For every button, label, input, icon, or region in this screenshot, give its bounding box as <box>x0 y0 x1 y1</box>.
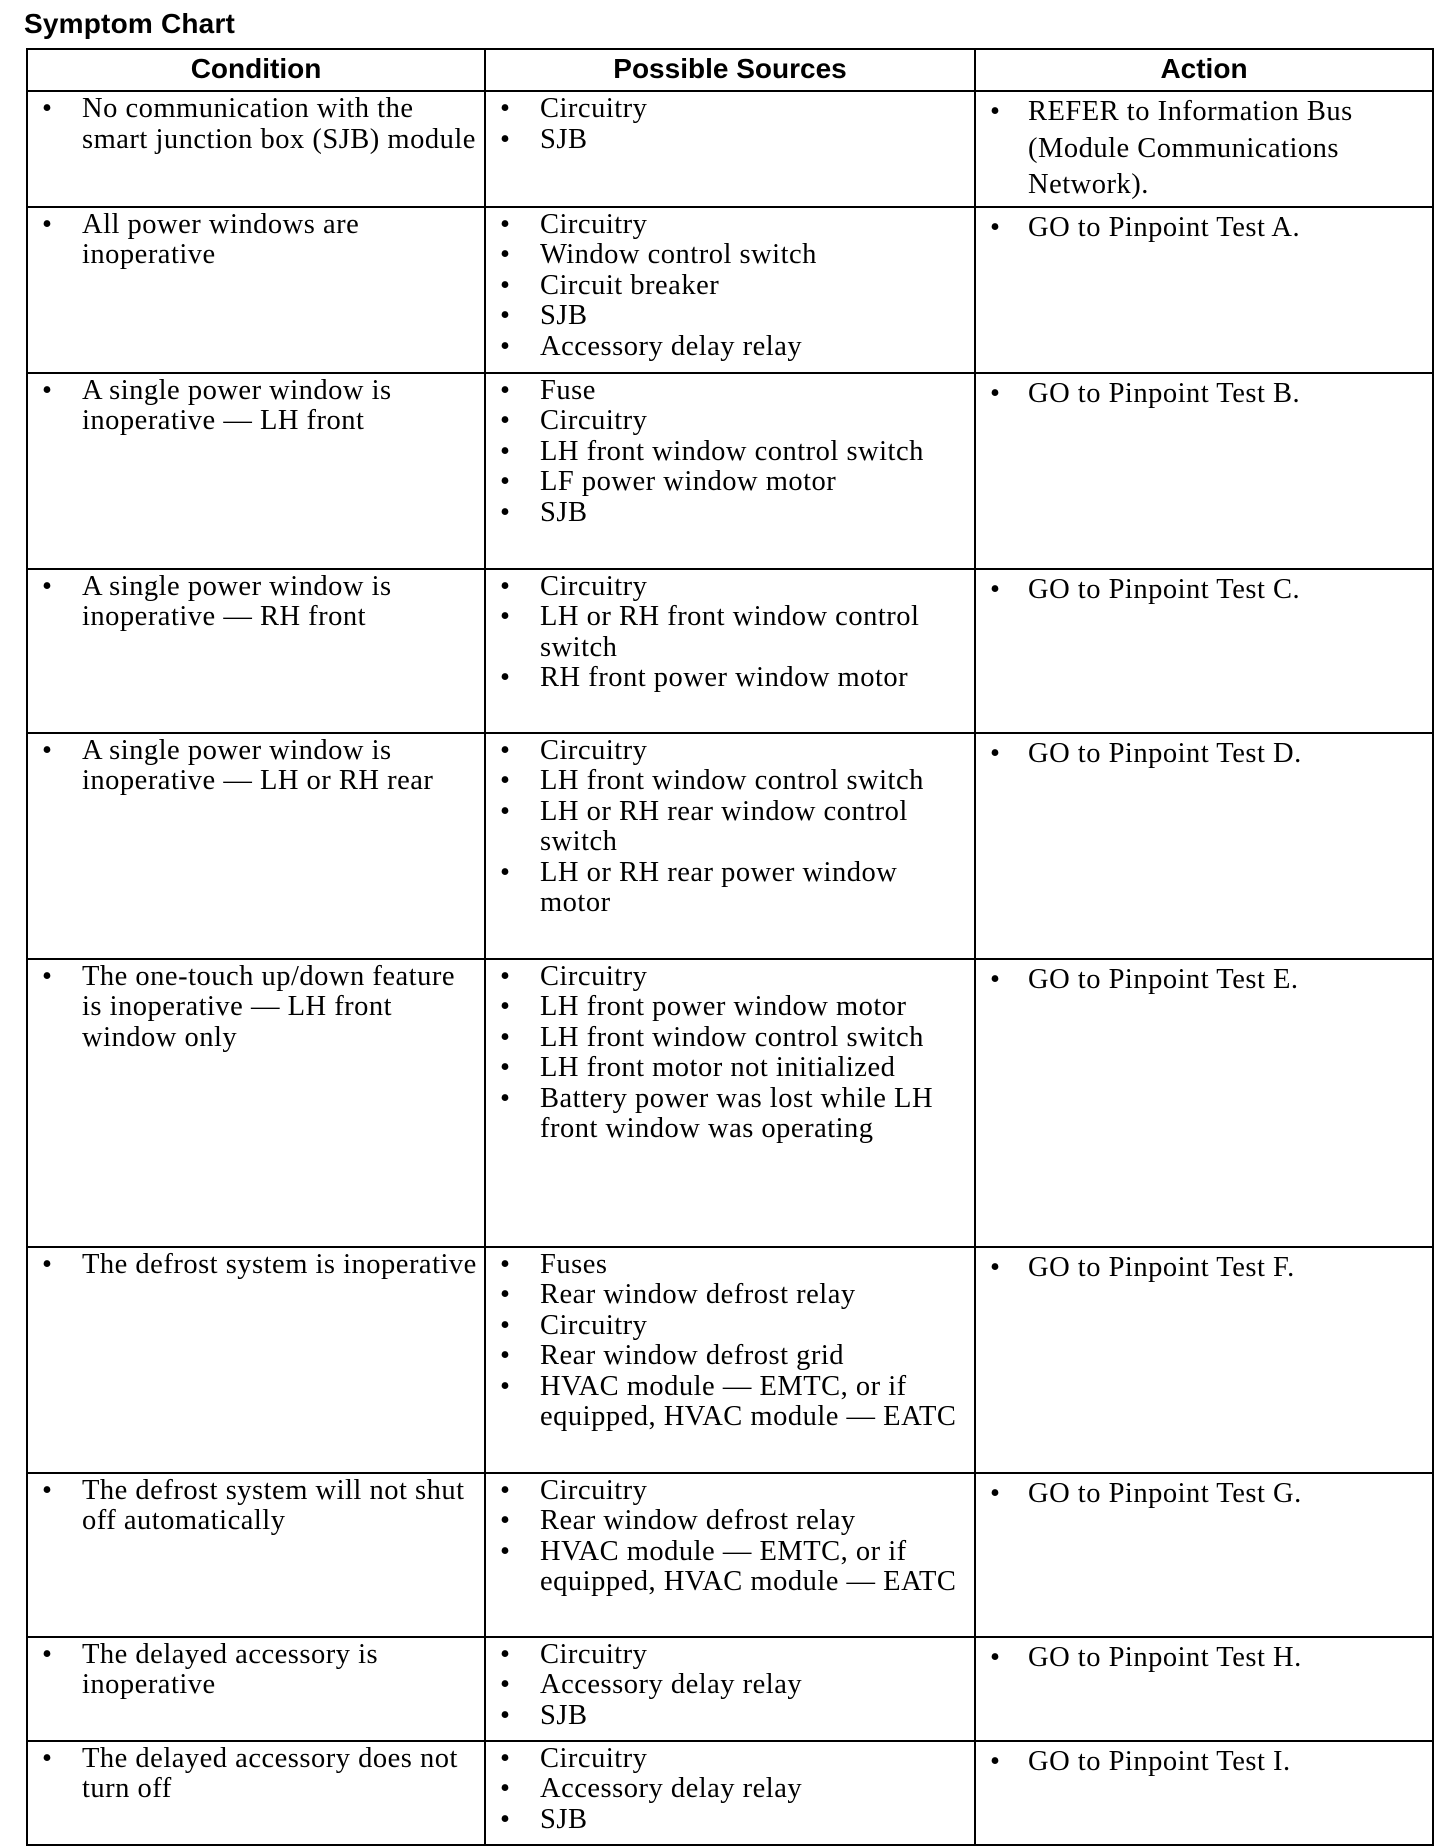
table-row <box>27 959 1433 1247</box>
source-item: • Circuitry <box>486 962 974 993</box>
condition-text: • The delayed accessory does not turn off <box>28 1744 484 1805</box>
page-title: Symptom Chart <box>24 8 236 39</box>
source-item: • SJB <box>486 498 974 529</box>
sources-cell <box>485 373 975 569</box>
action-text: • GO to Pinpoint Test I. <box>976 1744 1432 1781</box>
condition-cell <box>27 959 485 1247</box>
action-cell <box>975 1473 1433 1637</box>
condition-text: • The defrost system will not shut off automatically <box>28 1476 484 1537</box>
action-cell <box>975 207 1433 373</box>
source-item: • Circuitry <box>486 406 974 437</box>
action-text: • REFER to Information Bus (Module Communications Network). <box>976 94 1432 204</box>
condition-cell <box>27 207 485 373</box>
source-item: • Circuitry <box>486 210 974 241</box>
source-item: • HVAC module — EMTC, or if equipped, HVAC module — EATC <box>486 1537 974 1598</box>
source-item: • SJB <box>486 301 974 332</box>
table-row <box>27 373 1433 569</box>
sources-cell <box>485 733 975 959</box>
action-cell <box>975 1637 1433 1741</box>
source-item: • Circuitry <box>486 1311 974 1342</box>
source-item: • LH or RH rear power window motor <box>486 858 974 919</box>
table-row <box>27 1741 1433 1845</box>
source-item: • SJB <box>486 125 974 156</box>
condition-text: • The delayed accessory is inoperative <box>28 1640 484 1701</box>
column-header-action: Action <box>975 49 1433 91</box>
source-item: • SJB <box>486 1701 974 1732</box>
condition-cell <box>27 373 485 569</box>
table-row <box>27 733 1433 959</box>
source-item: • HVAC module — EMTC, or if equipped, HVAC module — EATC <box>486 1372 974 1433</box>
source-item: • Fuses <box>486 1250 974 1281</box>
condition-text: • No communication with the smart junction box (SJB) module <box>28 94 484 155</box>
source-item: • Accessory delay relay <box>486 1774 974 1805</box>
source-item: • LH front motor not initialized <box>486 1053 974 1084</box>
table-row <box>27 569 1433 733</box>
source-item: • Accessory delay relay <box>486 1670 974 1701</box>
source-item: • Rear window defrost grid <box>486 1341 974 1372</box>
action-text: • GO to Pinpoint Test F. <box>976 1250 1432 1287</box>
source-item: • Circuit breaker <box>486 271 974 302</box>
source-item: • RH front power window motor <box>486 663 974 694</box>
table-row <box>27 91 1433 207</box>
source-item: • LH or RH front window control switch <box>486 602 974 663</box>
source-item: • Circuitry <box>486 94 974 125</box>
action-text: • GO to Pinpoint Test C. <box>976 572 1432 609</box>
source-item: • SJB <box>486 1805 974 1836</box>
source-item: • Circuitry <box>486 736 974 767</box>
action-text: • GO to Pinpoint Test A. <box>976 210 1432 247</box>
action-text: • GO to Pinpoint Test H. <box>976 1640 1432 1677</box>
condition-text: • All power windows are inoperative <box>28 210 484 271</box>
source-item: • Circuitry <box>486 1640 974 1671</box>
condition-cell <box>27 1637 485 1741</box>
action-cell <box>975 373 1433 569</box>
action-cell <box>975 91 1433 207</box>
condition-text: • A single power window is inoperative — LH or RH rear <box>28 736 484 797</box>
condition-cell <box>27 1741 485 1845</box>
condition-cell <box>27 1247 485 1473</box>
table-row <box>27 1247 1433 1473</box>
header-row <box>27 49 1433 91</box>
action-cell <box>975 1741 1433 1845</box>
action-cell <box>975 733 1433 959</box>
condition-text: • The defrost system is inoperative <box>28 1250 484 1281</box>
symptom-chart-table <box>26 48 1434 1846</box>
source-item: • Circuitry <box>486 1744 974 1775</box>
condition-cell <box>27 569 485 733</box>
column-header-sources: Possible Sources <box>485 49 975 91</box>
action-text: • GO to Pinpoint Test E. <box>976 962 1432 999</box>
table-row <box>27 207 1433 373</box>
source-item: • Rear window defrost relay <box>486 1506 974 1537</box>
source-item: • LH or RH rear window control switch <box>486 797 974 858</box>
sources-cell <box>485 1247 975 1473</box>
source-item: • Window control switch <box>486 240 974 271</box>
sources-cell <box>485 207 975 373</box>
source-item: • Fuse <box>486 376 974 407</box>
sources-cell <box>485 1741 975 1845</box>
source-item: • LF power window motor <box>486 467 974 498</box>
condition-cell <box>27 91 485 207</box>
sources-cell <box>485 959 975 1247</box>
source-item: • LH front power window motor <box>486 992 974 1023</box>
table-row <box>27 1637 1433 1741</box>
source-item: • LH front window control switch <box>486 1023 974 1054</box>
condition-cell <box>27 733 485 959</box>
source-item: • LH front window control switch <box>486 766 974 797</box>
source-item: • Battery power was lost while LH front window was operating <box>486 1084 974 1145</box>
source-item: • Circuitry <box>486 572 974 603</box>
action-text: • GO to Pinpoint Test D. <box>976 736 1432 773</box>
source-item: • Accessory delay relay <box>486 332 974 363</box>
action-text: • GO to Pinpoint Test G. <box>976 1476 1432 1513</box>
sources-cell <box>485 569 975 733</box>
action-cell <box>975 569 1433 733</box>
sources-cell <box>485 91 975 207</box>
condition-text: • The one-touch up/down feature is inoperative — LH front window only <box>28 962 484 1054</box>
action-cell <box>975 959 1433 1247</box>
table-row <box>27 1473 1433 1637</box>
column-header-condition: Condition <box>27 49 485 91</box>
condition-text: • A single power window is inoperative — LH front <box>28 376 484 437</box>
condition-text: • A single power window is inoperative — RH front <box>28 572 484 633</box>
source-item: • Rear window defrost relay <box>486 1280 974 1311</box>
sources-cell <box>485 1473 975 1637</box>
condition-cell <box>27 1473 485 1637</box>
sources-cell <box>485 1637 975 1741</box>
source-item: • Circuitry <box>486 1476 974 1507</box>
action-cell <box>975 1247 1433 1473</box>
action-text: • GO to Pinpoint Test B. <box>976 376 1432 413</box>
source-item: • LH front window control switch <box>486 437 974 468</box>
